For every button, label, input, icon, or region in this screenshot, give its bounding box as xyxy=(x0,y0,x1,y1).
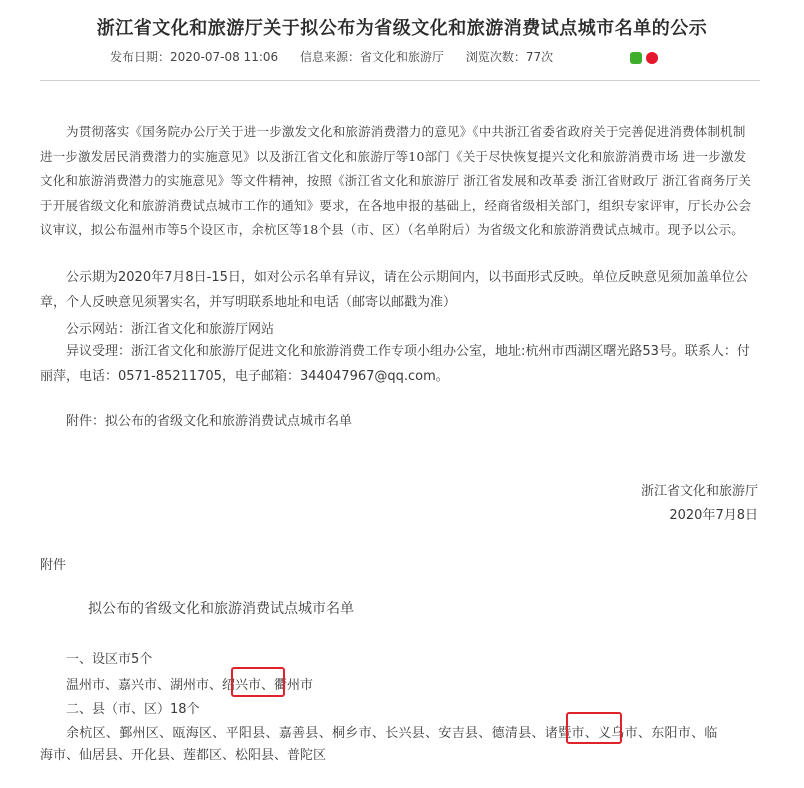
view-count: 浏览次数：77次 xyxy=(465,50,554,64)
highlight-box-shaoxing xyxy=(231,667,285,697)
publish-date: 发布日期：2020-07-08 11:06 xyxy=(110,50,279,64)
section2-heading: 二、县（市、区）18个 xyxy=(66,702,200,717)
section1-list: 温州市、嘉兴市、湖州市、绍兴市、衢州市 xyxy=(66,678,314,693)
paragraph-intro: 为贯彻落实《国务院办公厅关于进一步激发文化和旅游消费潜力的意见》《中共浙江省委省政府关于完善促进消费体制机制 进一步激发居民消费潜力的实施意见》以及浙江省文化和旅游厅等10部门《关于尽快恢复提兴文化和旅游消费市场 进一步激发文化和旅游消费潜力的实施意见》等文件精神，按照《浙江省文化和旅游厅 浙江省发展和改革委 浙江省财政厅 浙江省商务厅关于开展省级文化和旅游消费试点城市工作的通知》要求，在各地申报的基础上，经商省级相关部门，组织专家评审，厅长办公会议审议，拟公布温州市等5个设区市，余杭区等18个县（市、区）（名单附后）为省级文化和旅游消费试点城市。现予以公示。 xyxy=(40,124,752,237)
page-title: 浙江省文化和旅游厅关于拟公布为省级文化和旅游消费试点城市名单的公示 xyxy=(96,18,708,39)
attachment-note: 附件：拟公布的省级文化和旅游消费试点城市名单 xyxy=(66,414,353,429)
signature-org: 浙江省文化和旅游厅 xyxy=(640,484,758,499)
article-meta xyxy=(110,48,571,65)
signature-date: 2020年7月8日 xyxy=(669,508,758,523)
appendix-label: 附件 xyxy=(40,558,67,573)
wechat-icon[interactable] xyxy=(630,52,642,64)
paragraph-contact: 异议受理：浙江省文化和旅游厅促进文化和旅游消费工作专项小组办公室，地址:杭州市西湖区曙光路53号。联系人：付丽萍，电话：0571-85211705，电子邮箱：344047967@qq.com。 xyxy=(40,344,750,384)
header-divider xyxy=(40,80,760,81)
section2-list-line2: 海市、仙居县、开化县、莲都区、松阳县、普陀区 xyxy=(40,748,327,763)
paragraph-period: 公示期为2020年7月8日-15日，如对公示名单有异议，请在公示期间内，以书面形式反映。单位反映意见须加盖单位公章，个人反映意见须署实名，并写明联系地址和电话（邮寄以邮戳为准） xyxy=(40,270,748,310)
paragraph-website: 公示网站：浙江省文化和旅游厅网站 xyxy=(66,322,275,337)
section1-heading: 一、设区市5个 xyxy=(66,652,153,667)
appendix-title: 拟公布的省级文化和旅游消费试点城市名单 xyxy=(88,601,354,617)
weibo-icon[interactable] xyxy=(646,52,658,64)
share-buttons xyxy=(630,47,662,66)
highlight-box-zhuji xyxy=(566,712,622,744)
info-source: 信息来源：省文化和旅游厅 xyxy=(299,50,444,64)
section2-list-line1: 余杭区、鄞州区、瓯海区、平阳县、嘉善县、桐乡市、长兴县、安吉县、德清县、诸暨市、义乌市、东阳市、临 xyxy=(66,726,718,741)
